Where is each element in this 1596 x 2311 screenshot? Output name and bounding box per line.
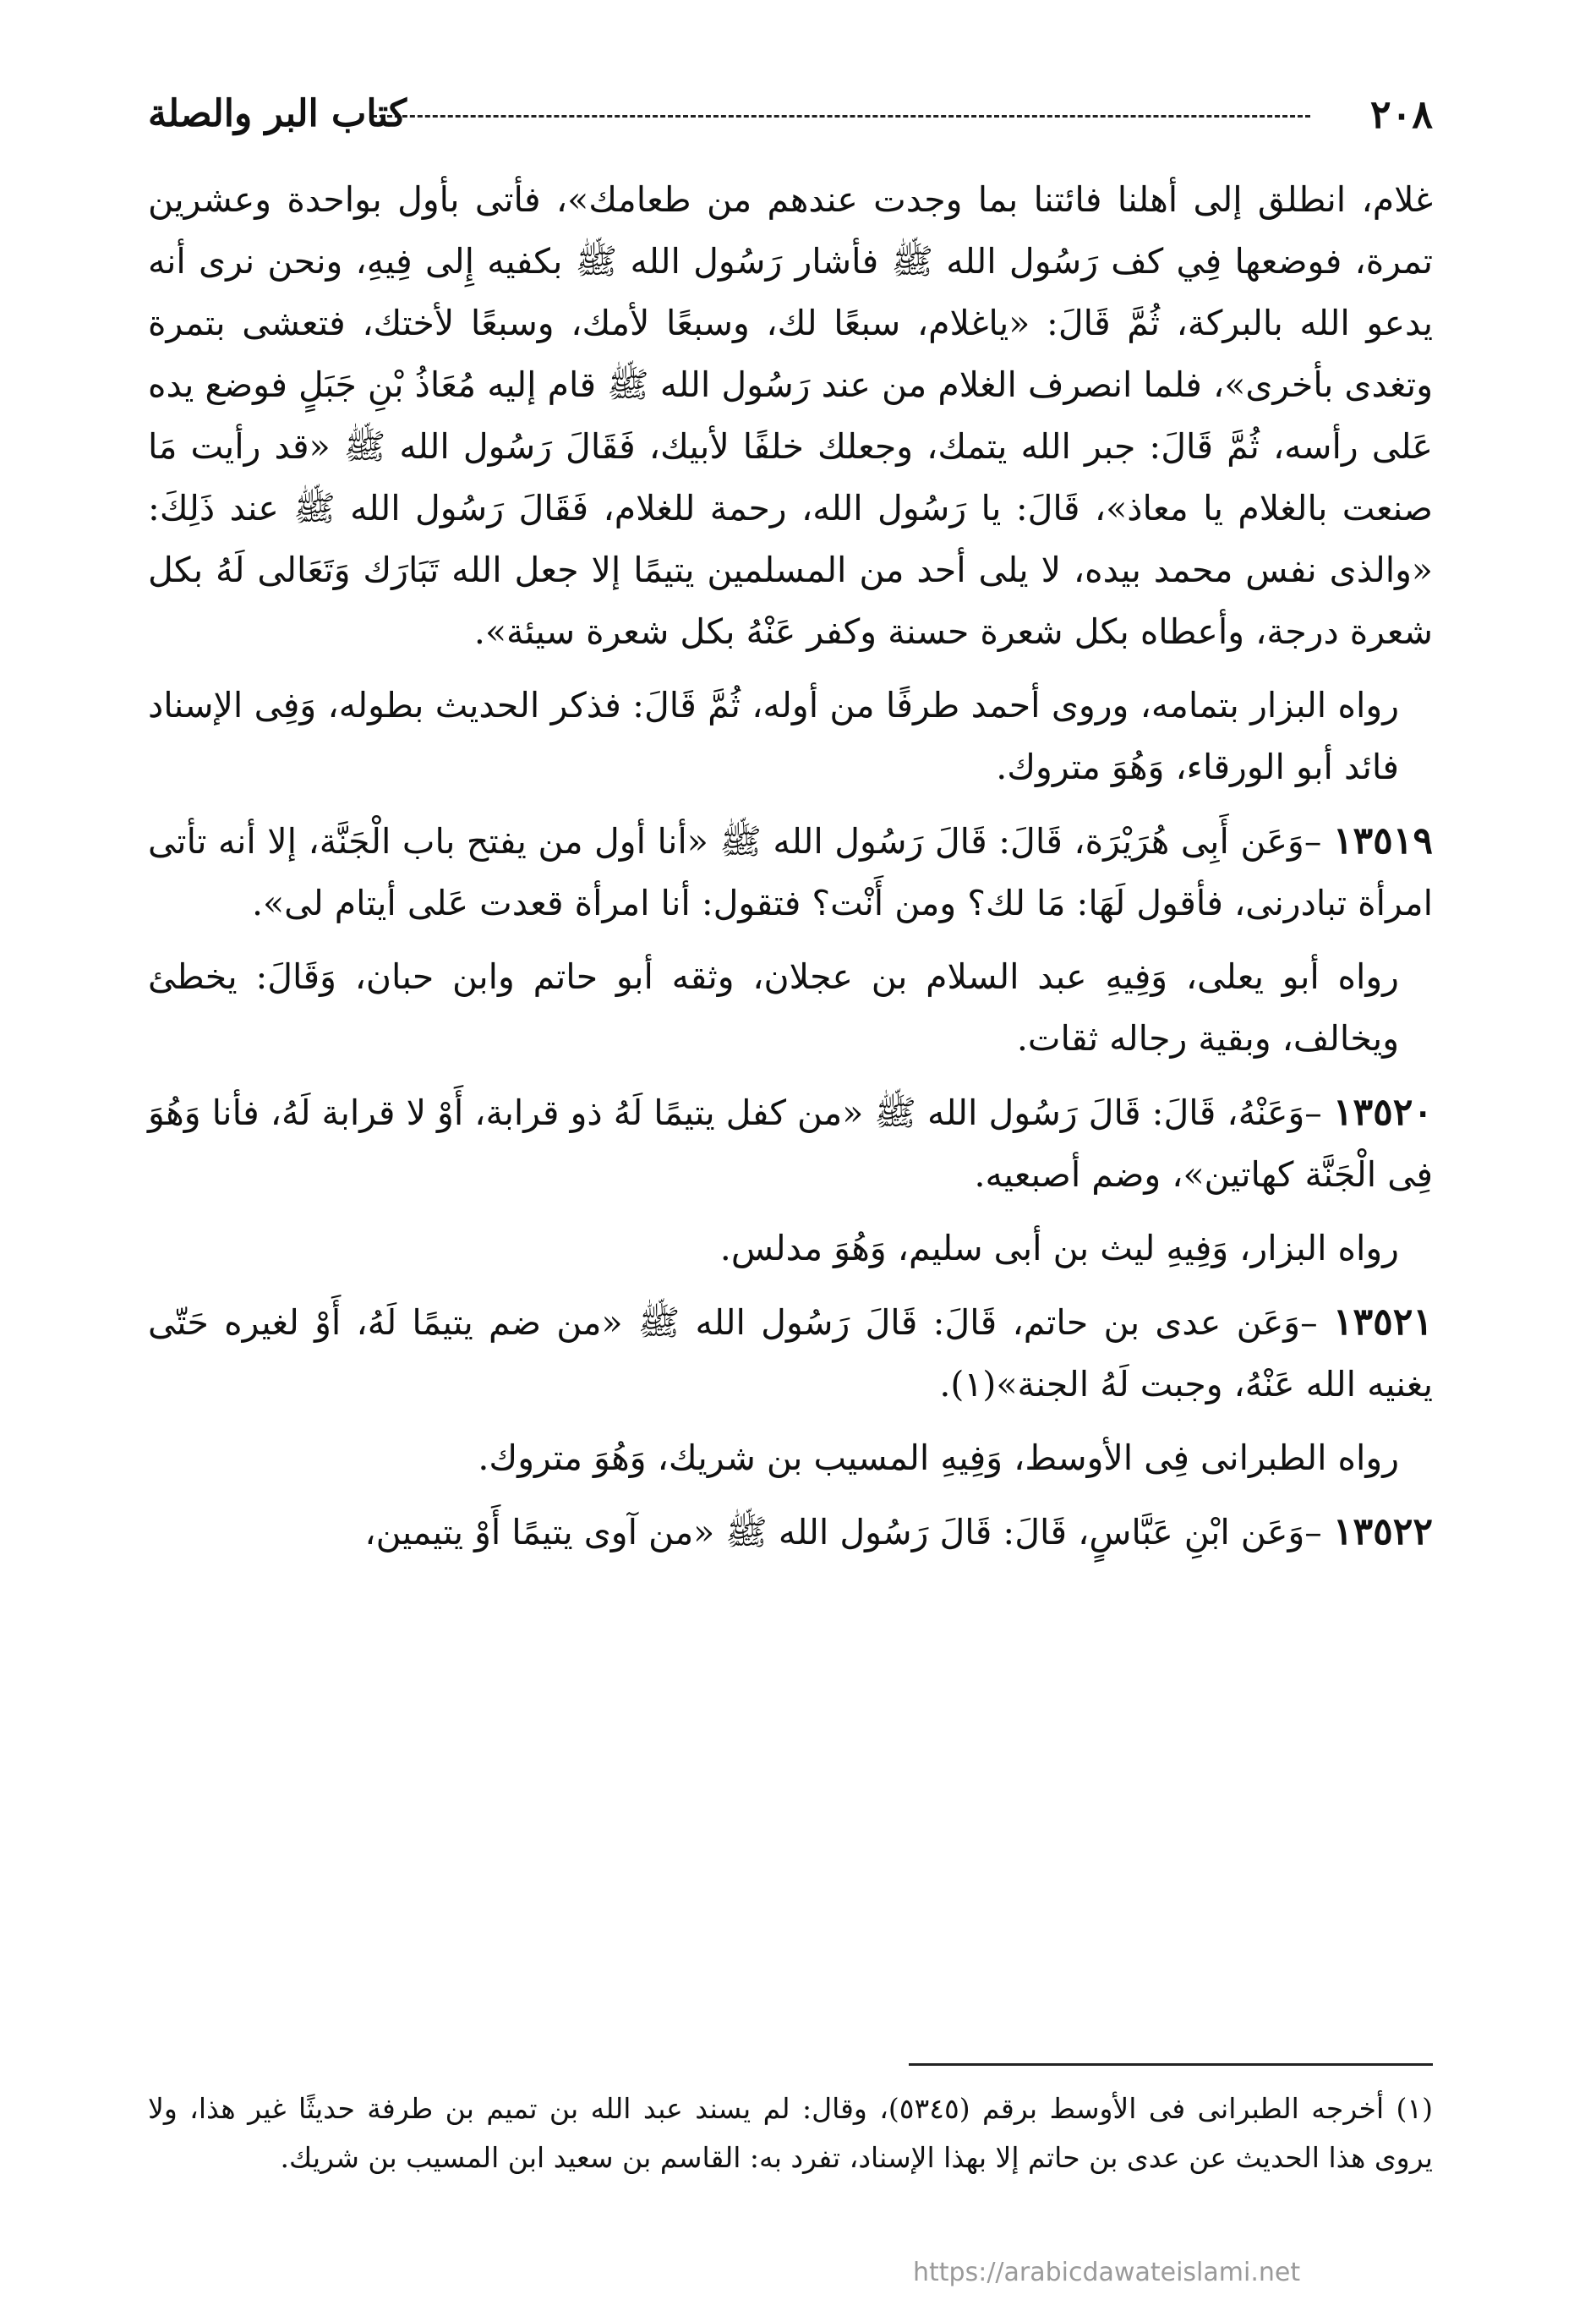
source-text: رواه البزار، وَفِيهِ ليث بن أبى سليم، وَهُوَ مدلس.: [719, 1228, 1399, 1268]
hadith-text: –وَعَنْهُ، قَالَ: قَالَ رَسُول الله ﷺ «من كفل يتيمًا لَهُ ذو قرابة، أَوْ لا قرابة لَهُ، فأنا وَهُوَ فِى الْجَنَّة كهاتين»، وضم أصبعيه.: [148, 1093, 1433, 1195]
watermark-url: https://arabicdawateislami.net: [913, 2258, 1301, 2287]
hadith-text: –وَعَن ابْنِ عَبَّاسٍ، قَالَ: قَالَ رَسُول الله ﷺ «من آوى يتيمًا أَوْ يتيمين،: [364, 1512, 1322, 1553]
source-text: رواه الطبرانى فِى الأوسط، وَفِيهِ المسيب بن شريك، وَهُوَ متروك.: [478, 1438, 1399, 1478]
footnote-text: (١) أخرجه الطبرانى فى الأوسط برقم (٥٣٤٥)، وقال: لم يسند عبد الله بن تميم بن طرفة حديثًا غير هذا، ولا يروى هذا الحديث عن عدى بن حاتم إلا بهذا الإسناد، تفرد به: القاسم بن سعيد ابن المسيب بن شريك.: [148, 2092, 1434, 2174]
hadith-number: ١٣٥١٩: [1332, 819, 1433, 863]
source-text: رواه البزار بتمامه، وروى أحمد طرفًا من أوله، ثُمَّ قَالَ: فذكر الحديث بطوله، وَفِى الإسناد فائد أبو الورقاء، وَهُوَ متروك.: [148, 685, 1399, 787]
hadith-number: ١٣٥٢٠: [1332, 1091, 1433, 1134]
header-dashed-rule: [372, 115, 1310, 118]
hadith-number: ١٣٥٢١: [1332, 1301, 1433, 1344]
hadith-entry: [148, 1082, 1433, 1206]
main-text: [148, 169, 1433, 1575]
page-header: [148, 85, 1433, 144]
page-number: ٢٠٨: [1369, 91, 1433, 137]
source-note: [148, 675, 1433, 798]
book-title: كتاب البر والصلة: [148, 92, 407, 135]
hadith-entry: [148, 1501, 1433, 1563]
footnotes: [148, 2084, 1433, 2182]
hadith-number: ١٣٥٢٢: [1332, 1510, 1433, 1553]
source-note: [148, 1218, 1433, 1279]
paragraph-text: غلام، انطلق إلى أهلنا فائتنا بما وجدت عندهم من طعامك»، فأتى بأول بواحدة وعشرين تمرة، فوضعها فِي كف رَسُول الله ﷺ فأشار رَسُول الله ﷺ بكفيه إِلى فِيهِ، ونحن نرى أنه يدعو الله بالبركة، ثُمَّ قَالَ: «ياغلام، سبعًا لك، وسبعًا لأمك، وسبعًا لأختك، فتعشى بتمرة وتغدى بأخرى»، فلما انصرف الغلام من عند رَسُول الله ﷺ قام إليه مُعَاذُ بْنِ جَبَلٍ فوضع يده عَلى رأسه، ثُمَّ قَالَ: جبر الله يتمك، وجعلك خلفًا لأبيك، فَقَالَ رَسُول الله ﷺ «قد رأيت مَا صنعت بالغلام يا معاذ»، قَالَ: يا رَسُول الله، رحمة للغلام، فَقَالَ رَسُول الله ﷺ عند ذَلِكَ: «والذى نفس محمد بيده، لا يلى أحد من المسلمين يتيمًا إلا جعل الله تَبَارَك وَتَعَالى لَهُ بكل شعرة درجة، وأعطاه بكل شعرة حسنة وكفر عَنْهُ بكل شعرة سيئة».: [148, 179, 1434, 652]
hadith-text: –وَعَن عدى بن حاتم، قَالَ: قَالَ رَسُول الله ﷺ «من ضم يتيمًا لَهُ، أَوْ لغيره حَتّى يغنيه الله عَنْهُ، وجبت لَهُ الجنة»(١).: [148, 1302, 1433, 1405]
hadith-entry: [148, 810, 1433, 934]
hadith-entry: [148, 1291, 1433, 1416]
footnote-divider: [909, 2063, 1433, 2066]
source-note: [148, 1427, 1433, 1489]
source-note: [148, 946, 1433, 1070]
source-text: رواه أبو يعلى، وَفِيهِ عبد السلام بن عجلان، وثقه أبو حاتم وابن حبان، وَقَالَ: يخطئ ويخالف، وبقية رجاله ثقات.: [148, 956, 1399, 1059]
hadith-text: –وَعَن أَبِى هُرَيْرَة، قَالَ: قَالَ رَسُول الله ﷺ «أنا أول من يفتح باب الْجَنَّة، إلا أنه تأتى امرأة تبادرنى، فأقول لَهَا: مَا لك؟ ومن أَنْت؟ فتقول: أنا امرأة قعدت عَلى أيتام لى».: [148, 821, 1433, 923]
paragraph: [148, 169, 1433, 663]
